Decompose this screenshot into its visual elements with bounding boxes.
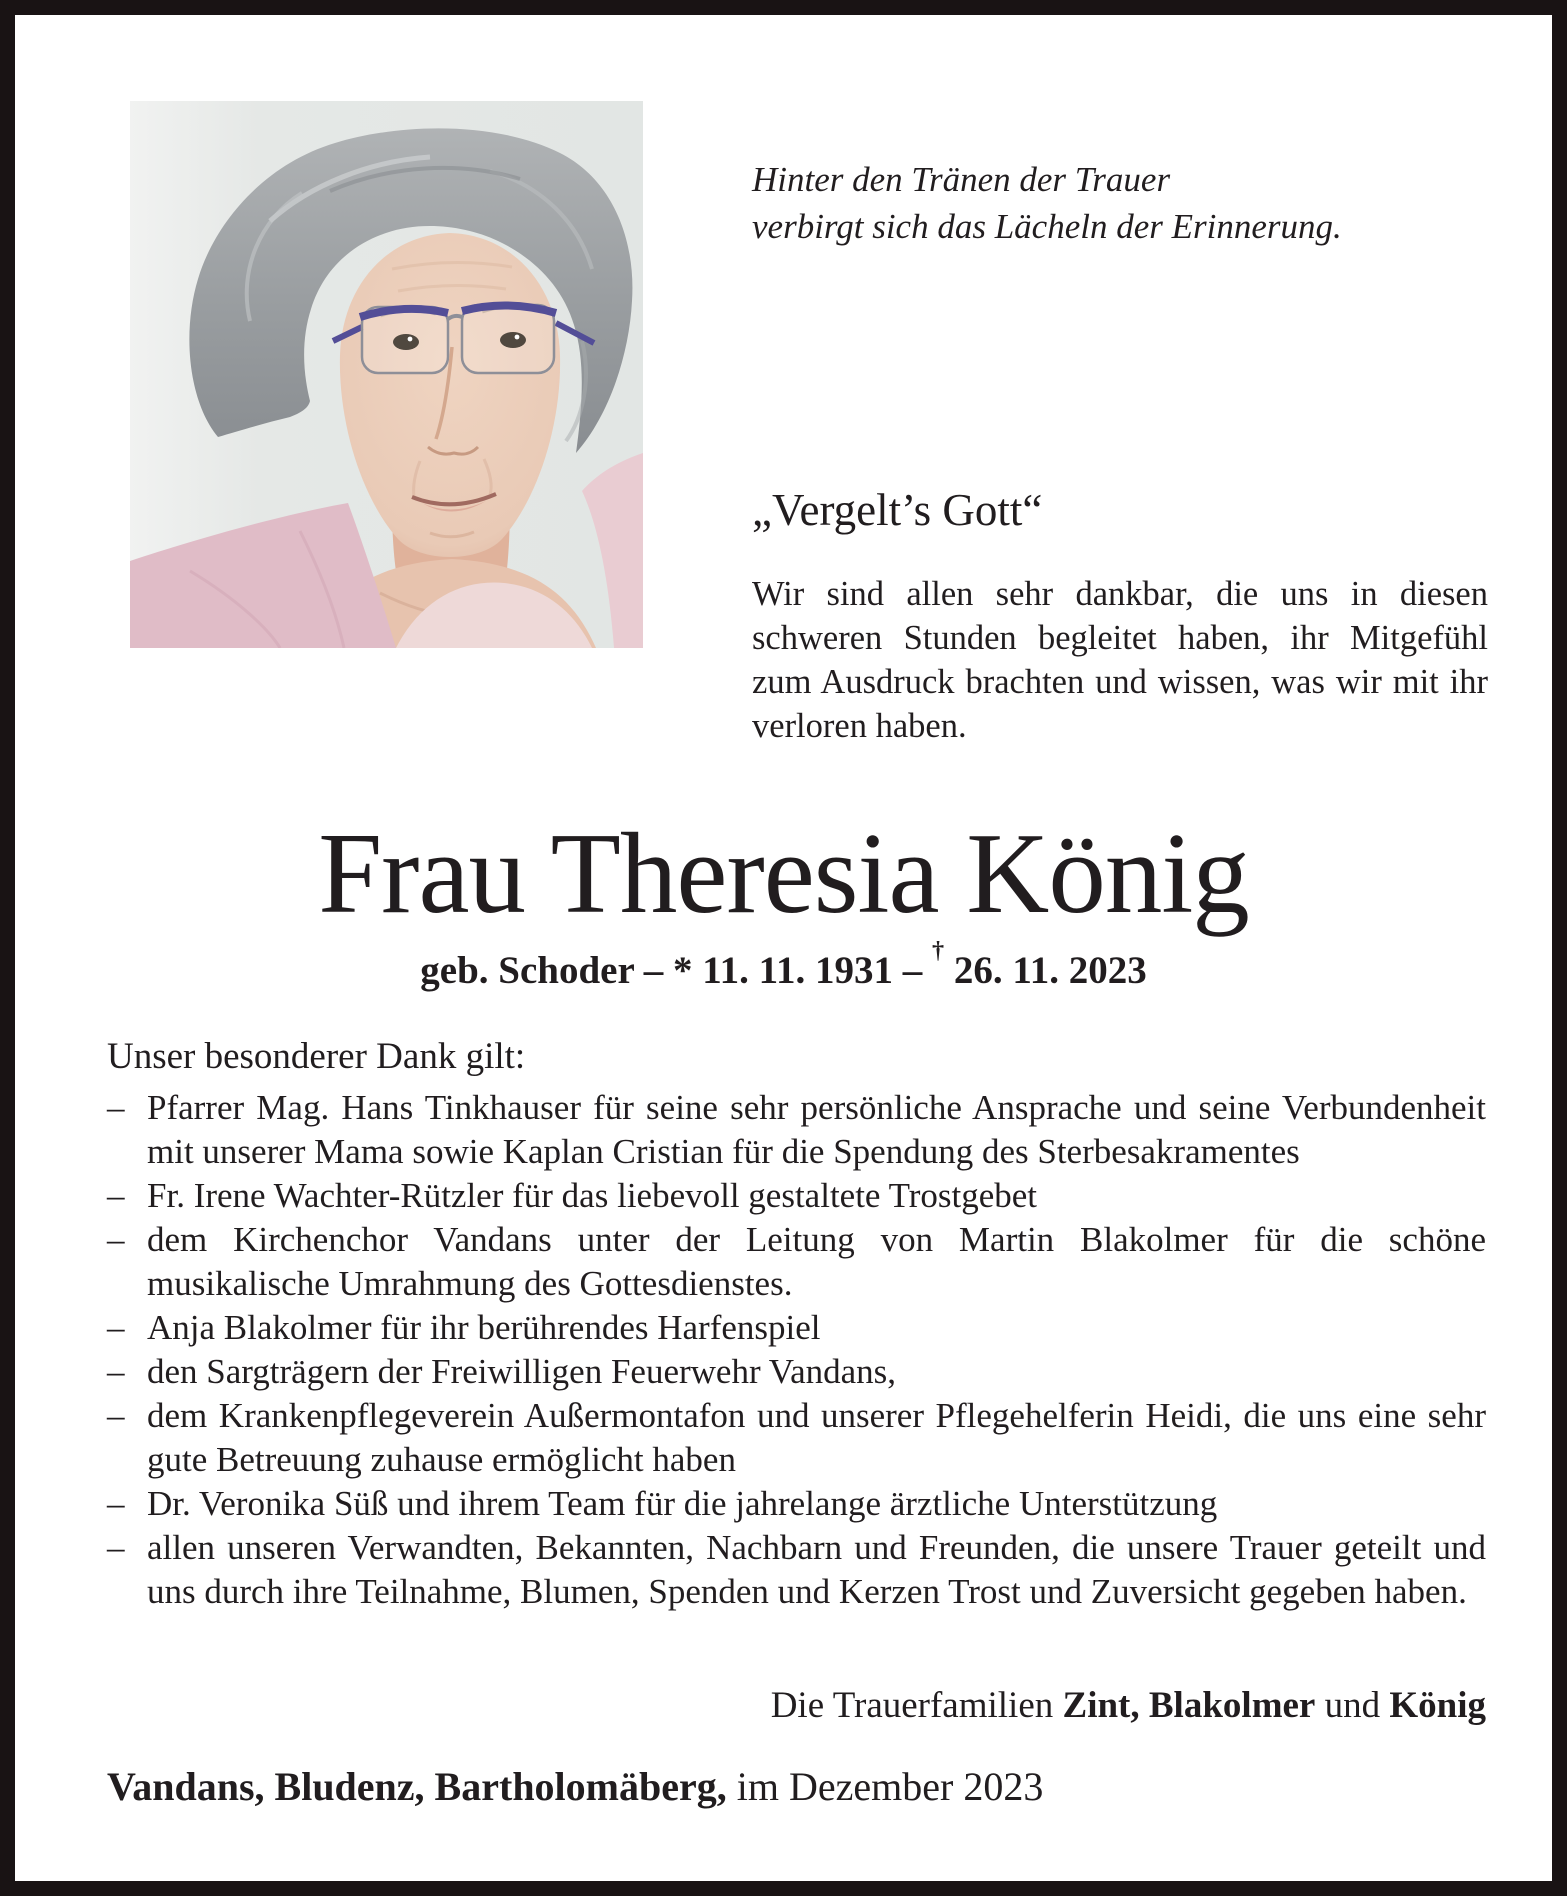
deceased-name: Frau Theresia König: [318, 810, 1249, 937]
dates-prefix: geb. Schoder – * 11. 11. 1931 –: [420, 949, 933, 992]
quote-line-2: verbirgt sich das Lächeln der Erinnerung.: [752, 207, 1342, 246]
thanks-list: [107, 1086, 1486, 1614]
portrait-illustration: [130, 101, 643, 648]
dash-bullet: –: [107, 1352, 125, 1391]
dash-bullet: –: [107, 1220, 125, 1259]
thanks-item: [107, 1218, 1486, 1306]
thanks-item-text: allen unseren Verwandten, Bekannten, Nachbarn und Freunden, die unsere Trauer geteilt und uns durch ihre Teilnahme, Blumen, Spenden und Kerzen Trost und Zuversicht gegeben haben.: [147, 1528, 1486, 1611]
thanks-heading: Unser besonderer Dank gilt:: [107, 1036, 526, 1077]
dash-bullet: –: [107, 1088, 125, 1127]
death-date: 26. 11. 2023: [944, 949, 1147, 992]
thanks-item: [107, 1526, 1486, 1614]
thanks-item-text: Fr. Irene Wachter-Rützler für das liebevoll gestaltete Trostgebet: [147, 1176, 1038, 1215]
families-middle: und: [1315, 1685, 1390, 1726]
thanks-item: [107, 1394, 1486, 1482]
eye-highlight: [408, 337, 413, 342]
date: im Dezember 2023: [726, 1764, 1044, 1809]
thanks-item: [107, 1174, 1486, 1218]
dash-bullet: –: [107, 1308, 125, 1347]
places-date-line: [107, 1764, 1043, 1810]
gratitude-paragraph: Wir sind allen sehr dankbar, die uns in diesen schweren Stunden begleitet haben, ihr Mitgefühl zum Ausdruck brachten und wissen, was wir mit ihr verloren haben.: [752, 575, 1488, 745]
thanks-item: [107, 1086, 1486, 1174]
thanks-item: [107, 1306, 1486, 1350]
eye: [393, 334, 419, 350]
thanks-item-text: Anja Blakolmer für ihr berührendes Harfenspiel: [147, 1308, 821, 1347]
dash-bullet: –: [107, 1484, 125, 1523]
mourning-quote: [752, 156, 1342, 250]
thanks-item-text: Pfarrer Mag. Hans Tinkhauser für seine sehr persönliche Ansprache und seine Verbundenheit mit unserer Mama sowie Kaplan Cristian für die Spendung des Sterbesakramentes: [147, 1088, 1486, 1171]
thanks-item-text: dem Krankenpflegeverein Außermontafon und unserer Pflegehelferin Heidi, die uns eine sehr gute Betreuung zuhause ermöglicht haben: [147, 1396, 1486, 1479]
family-names-2: König: [1389, 1685, 1486, 1726]
portrait-photo: [130, 101, 643, 648]
thanks-item: [107, 1482, 1486, 1526]
salute-heading: „Vergelt’s Gott“: [752, 485, 1043, 535]
thanks-section: [107, 1034, 1486, 1614]
quote-line-1: Hinter den Tränen der Trauer: [752, 160, 1171, 199]
thanks-item-text: Dr. Veronika Süß und ihrem Team für die jahrelange ärztliche Unterstützung: [147, 1484, 1218, 1523]
dagger-symbol: †: [932, 937, 945, 965]
family-names-1: Zint, Blakolmer: [1062, 1685, 1316, 1726]
mourning-families-line: [771, 1684, 1486, 1728]
families-prefix: Die Trauerfamilien: [770, 1685, 1063, 1726]
thanks-item-text: dem Kirchenchor Vandans unter der Leitung von Martin Blakolmer für die schöne musikalische Umrahmung des Gottesdienstes.: [147, 1220, 1486, 1303]
birth-death-dates: [0, 937, 1567, 993]
eye-highlight: [515, 335, 520, 340]
eye: [500, 332, 526, 348]
dash-bullet: –: [107, 1528, 125, 1567]
thanks-item-text: den Sargträgern der Freiwilligen Feuerwehr Vandans,: [147, 1352, 897, 1391]
dash-bullet: –: [107, 1176, 125, 1215]
thanks-item: [107, 1350, 1486, 1394]
places: Vandans, Bludenz, Bartholomäberg,: [107, 1764, 727, 1809]
dash-bullet: –: [107, 1396, 125, 1435]
